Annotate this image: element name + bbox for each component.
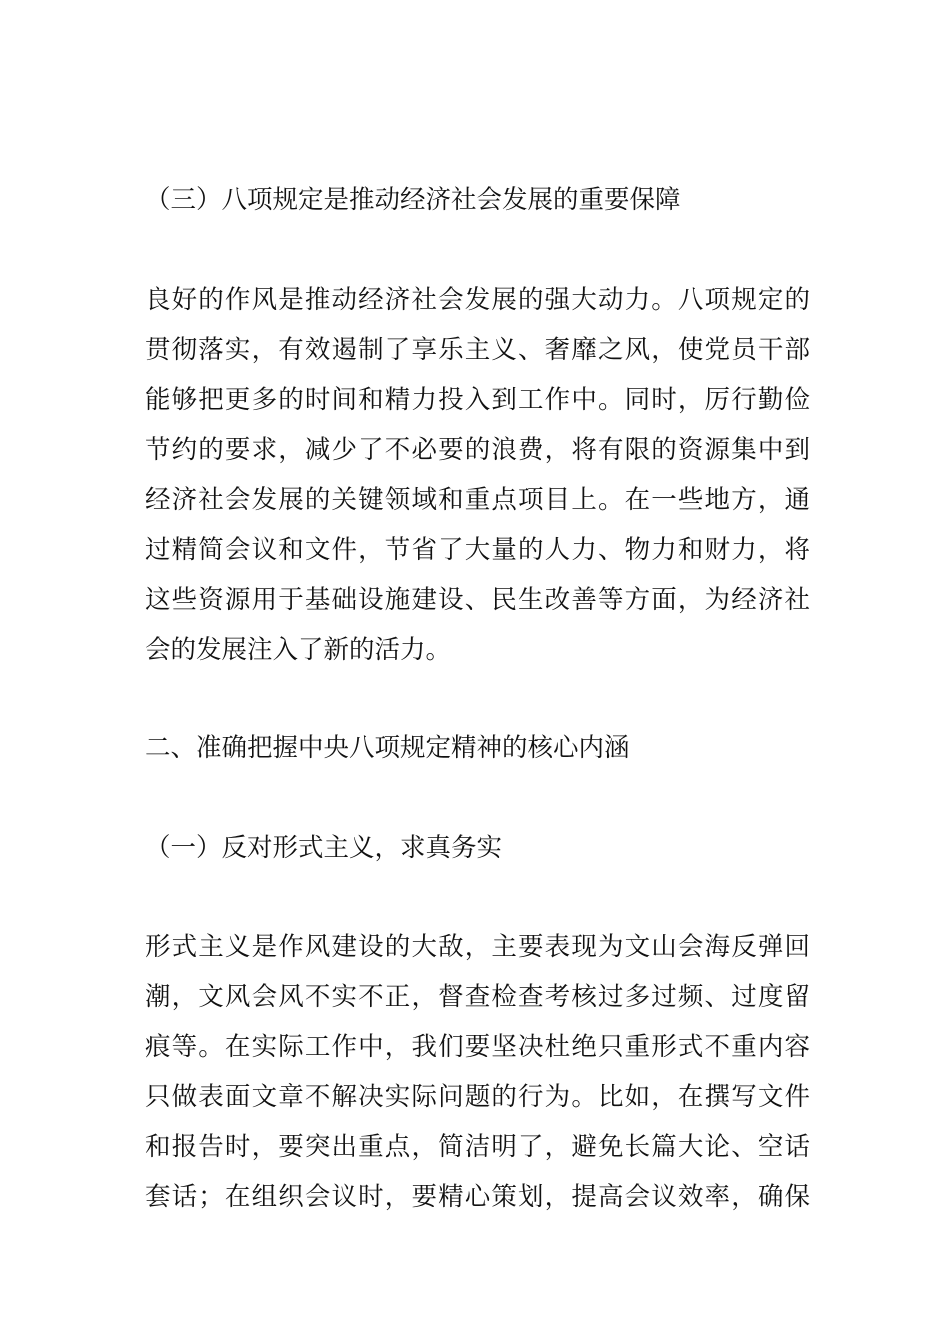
paragraph-line: 过精简会议和文件，节省了大量的人力、物力和财力，将 [145, 535, 810, 565]
chapter-2-heading: 二、准确把握中央八项规定精神的核心内涵 [145, 733, 630, 763]
paragraph-line: 贯彻落实，有效遏制了享乐主义、奢靡之风，使党员干部 [145, 335, 810, 365]
paragraph-line: 痕等。在实际工作中，我们要坚决杜绝只重形式不重内容 [145, 1032, 810, 1062]
paragraph-line: 经济社会发展的关键领域和重点项目上。在一些地方，通 [145, 485, 810, 515]
paragraph-line: 这些资源用于基础设施建设、民生改善等方面，为经济社 [145, 585, 810, 615]
paragraph-line: 和报告时，要突出重点，简洁明了，避免长篇大论、空话 [145, 1132, 810, 1162]
paragraph-line: 潮，文风会风不实不正，督查检查考核过多过频、过度留 [145, 982, 810, 1012]
paragraph-line: 套话；在组织会议时，要精心策划，提高会议效率，确保 [145, 1182, 810, 1212]
paragraph-line: 良好的作风是推动经济社会发展的强大动力。八项规定的 [145, 285, 810, 315]
paragraph-line: 能够把更多的时间和精力投入到工作中。同时，厉行勤俭 [145, 385, 810, 415]
section-3-paragraph [145, 275, 810, 675]
paragraph-line: 只做表面文章不解决实际问题的行为。比如，在撰写文件 [145, 1082, 810, 1112]
section-3-heading: （三）八项规定是推动经济社会发展的重要保障 [145, 185, 681, 215]
section-2-1-heading: （一）反对形式主义，求真务实 [145, 833, 503, 863]
section-2-1-paragraph [145, 922, 810, 1222]
paragraph-line: 形式主义是作风建设的大敌，主要表现为文山会海反弹回 [145, 932, 810, 962]
paragraph-line: 节约的要求，减少了不必要的浪费，将有限的资源集中到 [145, 435, 810, 465]
paragraph-line: 会的发展注入了新的活力。 [145, 635, 452, 665]
